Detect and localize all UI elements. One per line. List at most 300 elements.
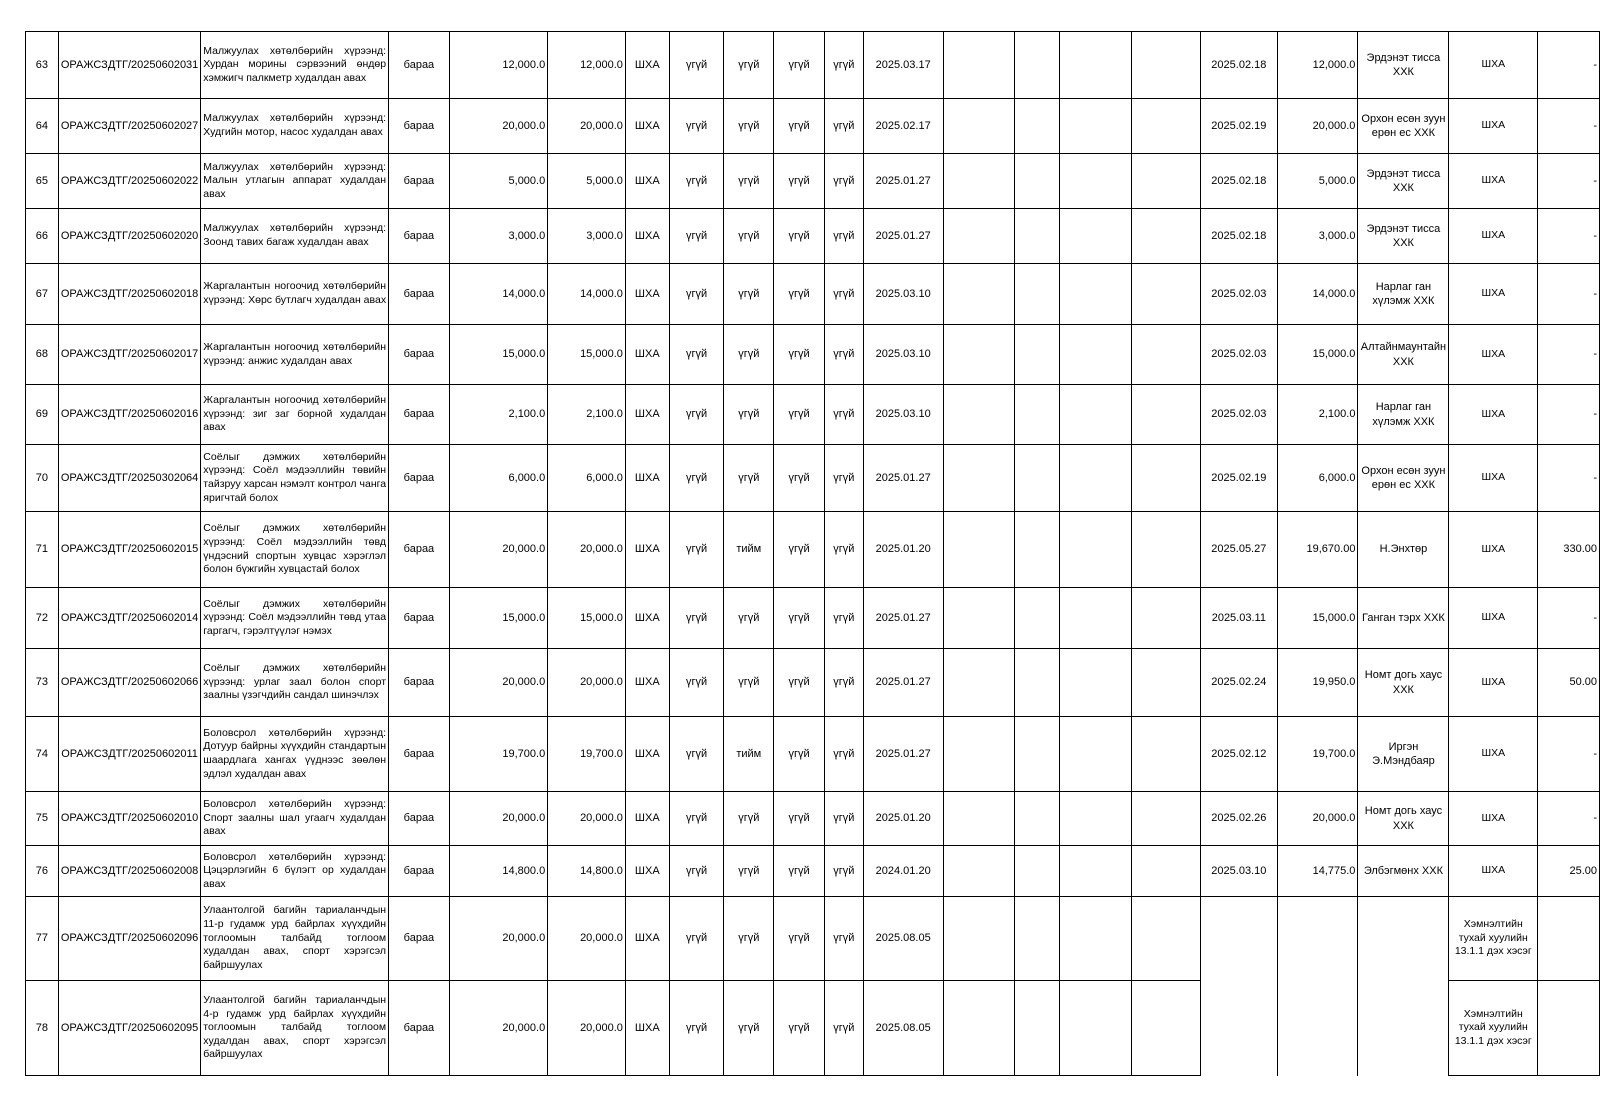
budget-amount: 5,000.0: [449, 154, 547, 209]
item-description: Малжуулах хөтөлбөрийн хүрээнд: Малын утлагын аппарат худалдан авах: [201, 154, 389, 209]
procurement-method: ШХА: [1449, 792, 1538, 846]
procurement-method: ШХА: [1449, 445, 1538, 512]
procurement-method: ШХА: [1449, 588, 1538, 649]
flag-3: үгүй: [774, 209, 825, 264]
item-type: бараа: [389, 209, 450, 264]
plan-date: 2025.08.05: [863, 897, 943, 981]
procurement-code: ОРАЖСЗДТГ/20250602027: [58, 99, 200, 154]
blank-cell: [943, 325, 1014, 385]
table-row: [26, 385, 1600, 445]
blank-cell: [1014, 209, 1060, 264]
procurement-code: ОРАЖСЗДТГ/20250602066: [58, 649, 200, 717]
row-number: 68: [26, 325, 59, 385]
supplier-name: Н.Энхтөр: [1358, 512, 1449, 588]
blank-cell: [1131, 99, 1200, 154]
item-description: Боловсрол хөтөлбөрийн хүрээнд: Цэцэрлэгийн 6 бүлэгт ор худалдан авах: [201, 846, 389, 897]
budget-amount: 14,000.0: [449, 264, 547, 325]
supplier-name: Орхон есөн зуун ерөн ес ХХК: [1358, 99, 1449, 154]
row-number: 76: [26, 846, 59, 897]
blank-cell: [1131, 588, 1200, 649]
table-row: [26, 264, 1600, 325]
estimated-amount: 3,000.0: [548, 209, 626, 264]
blank-cell: [1060, 588, 1131, 649]
flag-2: үгүй: [724, 209, 774, 264]
contract-date: 2025.02.26: [1200, 792, 1277, 846]
flag-2: үгүй: [724, 385, 774, 445]
supplier-name: Эрдэнэт тисса ХХК: [1358, 154, 1449, 209]
saving-amount: -: [1538, 717, 1600, 792]
flag-4: үгүй: [824, 897, 863, 981]
contract-date: 2025.02.03: [1200, 325, 1277, 385]
budget-amount: 2,100.0: [449, 385, 547, 445]
saving-amount: -: [1538, 154, 1600, 209]
plan-date: 2025.01.27: [863, 445, 943, 512]
flag-4: үгүй: [824, 264, 863, 325]
row-number: 74: [26, 717, 59, 792]
blank-cell: [943, 717, 1014, 792]
saving-amount: -: [1538, 209, 1600, 264]
budget-amount: 20,000.0: [449, 792, 547, 846]
estimated-amount: 14,800.0: [548, 846, 626, 897]
flag-2: тийм: [724, 512, 774, 588]
procurement-method: ШХА: [1449, 264, 1538, 325]
saving-amount: -: [1538, 385, 1600, 445]
flag-3: үгүй: [774, 649, 825, 717]
procurement-method: ШХА: [1449, 99, 1538, 154]
contract-date: 2025.02.12: [1200, 717, 1277, 792]
flag-3: үгүй: [774, 512, 825, 588]
contract-amount: 15,000.0: [1277, 588, 1358, 649]
flag-1: үгүй: [669, 792, 724, 846]
blank-cell: [1060, 512, 1131, 588]
flag-1: үгүй: [669, 846, 724, 897]
blank-cell: [1131, 846, 1200, 897]
contract-date: 2025.02.03: [1200, 264, 1277, 325]
procurement-code: ОРАЖСЗДТГ/20250602017: [58, 325, 200, 385]
supplier-name: Элбэгмөнх ХХК: [1358, 846, 1449, 897]
blank-cell: [1014, 588, 1060, 649]
flag-2: үгүй: [724, 99, 774, 154]
flag-2: үгүй: [724, 32, 774, 99]
flag-3: үгүй: [774, 325, 825, 385]
blank-cell: [1060, 792, 1131, 846]
flag-3: үгүй: [774, 846, 825, 897]
blank-cell: [1014, 32, 1060, 99]
funding-source: ШХА: [625, 717, 669, 792]
saving-amount: -: [1538, 325, 1600, 385]
row-number: 72: [26, 588, 59, 649]
contract-amount: [1277, 981, 1358, 1076]
blank-cell: [1131, 264, 1200, 325]
procurement-code: ОРАЖСЗДТГ/20250602095: [58, 981, 200, 1076]
blank-cell: [1131, 981, 1200, 1076]
saving-amount: -: [1538, 264, 1600, 325]
item-description: Соёлыг дэмжих хөтөлбөрийн хүрээнд: Соёл мэдээллийн төвийн тайзруу харсан нэмэлт контрол чанга яригчтай болох: [201, 445, 389, 512]
flag-1: үгүй: [669, 154, 724, 209]
contract-date: 2025.02.03: [1200, 385, 1277, 445]
funding-source: ШХА: [625, 99, 669, 154]
item-description: Улаантолгой багийн тариаланчдын 4-р гудамж урд байрлах хүүхдийн тоглоомын талбайд тоглоом худалдан авах, спорт хэрэгсэл байршуулах: [201, 981, 389, 1076]
flag-4: үгүй: [824, 846, 863, 897]
plan-date: 2025.03.17: [863, 32, 943, 99]
contract-amount: 14,000.0: [1277, 264, 1358, 325]
estimated-amount: 20,000.0: [548, 99, 626, 154]
blank-cell: [1014, 717, 1060, 792]
table-row: [26, 792, 1600, 846]
flag-2: үгүй: [724, 445, 774, 512]
contract-amount: [1277, 897, 1358, 981]
flag-3: үгүй: [774, 154, 825, 209]
flag-4: үгүй: [824, 792, 863, 846]
supplier-name: Иргэн Э.Мэндбаяр: [1358, 717, 1449, 792]
budget-amount: 6,000.0: [449, 445, 547, 512]
row-number: 70: [26, 445, 59, 512]
procurement-method: ШХА: [1449, 717, 1538, 792]
procurement-code: ОРАЖСЗДТГ/20250602022: [58, 154, 200, 209]
procurement-code: ОРАЖСЗДТГ/20250602015: [58, 512, 200, 588]
blank-cell: [1014, 512, 1060, 588]
plan-date: 2025.08.05: [863, 981, 943, 1076]
supplier-name: Алтайнмаунтайн ХХК: [1358, 325, 1449, 385]
saving-amount: 330.00: [1538, 512, 1600, 588]
item-description: Соёлыг дэмжих хөтөлбөрийн хүрээнд: Соёл мэдээллийн төвд утаа гаргагч, гэрэлтүүлэг нэмэх: [201, 588, 389, 649]
saving-amount: -: [1538, 588, 1600, 649]
saving-amount: -: [1538, 792, 1600, 846]
estimated-amount: 2,100.0: [548, 385, 626, 445]
item-description: Малжуулах хөтөлбөрийн хүрээнд: Худгийн мотор, насос худалдан авах: [201, 99, 389, 154]
budget-amount: 20,000.0: [449, 512, 547, 588]
procurement-method: ШХА: [1449, 32, 1538, 99]
blank-cell: [1131, 385, 1200, 445]
procurement-code: ОРАЖСЗДТГ/20250602018: [58, 264, 200, 325]
saving-amount: -: [1538, 445, 1600, 512]
blank-cell: [1060, 445, 1131, 512]
estimated-amount: 5,000.0: [548, 154, 626, 209]
table-row: [26, 717, 1600, 792]
blank-cell: [1060, 209, 1131, 264]
procurement-code: ОРАЖСЗДТГ/20250602096: [58, 897, 200, 981]
flag-2: үгүй: [724, 588, 774, 649]
item-type: бараа: [389, 897, 450, 981]
estimated-amount: 20,000.0: [548, 512, 626, 588]
flag-2: үгүй: [724, 325, 774, 385]
row-number: 73: [26, 649, 59, 717]
contract-amount: 19,700.0: [1277, 717, 1358, 792]
budget-amount: 14,800.0: [449, 846, 547, 897]
blank-cell: [1014, 897, 1060, 981]
estimated-amount: 14,000.0: [548, 264, 626, 325]
flag-1: үгүй: [669, 649, 724, 717]
flag-1: үгүй: [669, 385, 724, 445]
contract-date: [1200, 981, 1277, 1076]
budget-amount: 12,000.0: [449, 32, 547, 99]
flag-2: үгүй: [724, 792, 774, 846]
item-type: бараа: [389, 325, 450, 385]
blank-cell: [1014, 981, 1060, 1076]
contract-amount: 2,100.0: [1277, 385, 1358, 445]
blank-cell: [1060, 981, 1131, 1076]
contract-date: 2025.02.18: [1200, 154, 1277, 209]
blank-cell: [1014, 154, 1060, 209]
blank-cell: [1060, 99, 1131, 154]
blank-cell: [1131, 32, 1200, 99]
flag-2: үгүй: [724, 981, 774, 1076]
procurement-code: ОРАЖСЗДТГ/20250602016: [58, 385, 200, 445]
item-type: бараа: [389, 846, 450, 897]
saving-amount: [1538, 981, 1600, 1076]
blank-cell: [1060, 846, 1131, 897]
plan-date: 2025.03.10: [863, 264, 943, 325]
item-type: бараа: [389, 154, 450, 209]
contract-amount: 12,000.0: [1277, 32, 1358, 99]
blank-cell: [1060, 385, 1131, 445]
funding-source: ШХА: [625, 32, 669, 99]
contract-amount: 5,000.0: [1277, 154, 1358, 209]
contract-amount: 6,000.0: [1277, 445, 1358, 512]
flag-4: үгүй: [824, 325, 863, 385]
row-number: 67: [26, 264, 59, 325]
item-type: бараа: [389, 717, 450, 792]
plan-date: 2025.01.20: [863, 512, 943, 588]
flag-4: үгүй: [824, 717, 863, 792]
item-type: бараа: [389, 99, 450, 154]
budget-amount: 20,000.0: [449, 897, 547, 981]
plan-date: 2024.01.20: [863, 846, 943, 897]
contract-date: 2025.02.18: [1200, 209, 1277, 264]
item-type: бараа: [389, 981, 450, 1076]
blank-cell: [1014, 385, 1060, 445]
flag-2: тийм: [724, 717, 774, 792]
procurement-code: ОРАЖСЗДТГ/20250602020: [58, 209, 200, 264]
flag-2: үгүй: [724, 264, 774, 325]
item-description: Улаантолгой багийн тариаланчдын 11-р гудамж урд байрлах хүүхдийн тоглоомын талбайд тоглоом худалдан авах, спорт хэрэгсэл байршуулах: [201, 897, 389, 981]
contract-date: 2025.02.24: [1200, 649, 1277, 717]
blank-cell: [1014, 264, 1060, 325]
blank-cell: [1131, 209, 1200, 264]
contract-amount: 3,000.0: [1277, 209, 1358, 264]
row-number: 64: [26, 99, 59, 154]
contract-amount: 19,950.0: [1277, 649, 1358, 717]
funding-source: ШХА: [625, 588, 669, 649]
flag-4: үгүй: [824, 32, 863, 99]
flag-3: үгүй: [774, 99, 825, 154]
saving-amount: 25.00: [1538, 846, 1600, 897]
contract-date: 2025.03.11: [1200, 588, 1277, 649]
estimated-amount: 6,000.0: [548, 445, 626, 512]
item-type: бараа: [389, 512, 450, 588]
flag-1: үгүй: [669, 445, 724, 512]
procurement-method: ШХА: [1449, 649, 1538, 717]
item-description: Малжуулах хөтөлбөрийн хүрээнд: Зоонд тавих багаж худалдан авах: [201, 209, 389, 264]
blank-cell: [1060, 32, 1131, 99]
row-number: 77: [26, 897, 59, 981]
table-row: [26, 981, 1600, 1076]
saving-amount: -: [1538, 32, 1600, 99]
blank-cell: [943, 99, 1014, 154]
item-type: бараа: [389, 792, 450, 846]
blank-cell: [1014, 445, 1060, 512]
flag-3: үгүй: [774, 981, 825, 1076]
estimated-amount: 12,000.0: [548, 32, 626, 99]
flag-4: үгүй: [824, 209, 863, 264]
flag-3: үгүй: [774, 385, 825, 445]
item-type: бараа: [389, 649, 450, 717]
supplier-name: Орхон есөн зуун ерөн ес ХХК: [1358, 445, 1449, 512]
flag-1: үгүй: [669, 209, 724, 264]
row-number: 78: [26, 981, 59, 1076]
blank-cell: [1131, 154, 1200, 209]
flag-1: үгүй: [669, 264, 724, 325]
table-row: [26, 512, 1600, 588]
flag-4: үгүй: [824, 445, 863, 512]
budget-amount: 15,000.0: [449, 325, 547, 385]
funding-source: ШХА: [625, 154, 669, 209]
procurement-method: ШХА: [1449, 209, 1538, 264]
item-description: Боловсрол хөтөлбөрийн хүрээнд: Дотуур байрны хүүхдийн стандартын шаардлага хангах үүднээс зөөлөн эдлэл худалдан авах: [201, 717, 389, 792]
blank-cell: [943, 846, 1014, 897]
contract-date: [1200, 897, 1277, 981]
funding-source: ШХА: [625, 846, 669, 897]
flag-3: үгүй: [774, 264, 825, 325]
procurement-code: ОРАЖСЗДТГ/20250602014: [58, 588, 200, 649]
blank-cell: [943, 32, 1014, 99]
funding-source: ШХА: [625, 512, 669, 588]
procurement-code: ОРАЖСЗДТГ/20250602011: [58, 717, 200, 792]
flag-4: үгүй: [824, 649, 863, 717]
table-row: [26, 649, 1600, 717]
blank-cell: [1060, 717, 1131, 792]
blank-cell: [1014, 99, 1060, 154]
blank-cell: [1131, 897, 1200, 981]
plan-date: 2025.01.27: [863, 209, 943, 264]
table-row: [26, 209, 1600, 264]
blank-cell: [1060, 325, 1131, 385]
table-row: [26, 325, 1600, 385]
flag-2: үгүй: [724, 897, 774, 981]
procurement-code: ОРАЖСЗДТГ/20250602008: [58, 846, 200, 897]
contract-date: 2025.02.19: [1200, 99, 1277, 154]
funding-source: ШХА: [625, 981, 669, 1076]
item-description: Жаргалантын ногоочид хөтөлбөрийн хүрээнд: зиг заг борной худалдан авах: [201, 385, 389, 445]
blank-cell: [1014, 649, 1060, 717]
blank-cell: [943, 897, 1014, 981]
flag-1: үгүй: [669, 99, 724, 154]
procurement-method: Хэмнэлтийн тухай хуулийн 13.1.1 дэх хэсэг: [1449, 897, 1538, 981]
contract-amount: 20,000.0: [1277, 99, 1358, 154]
budget-amount: 20,000.0: [449, 981, 547, 1076]
flag-4: үгүй: [824, 981, 863, 1076]
plan-date: 2025.01.20: [863, 792, 943, 846]
blank-cell: [1131, 649, 1200, 717]
blank-cell: [943, 264, 1014, 325]
budget-amount: 20,000.0: [449, 99, 547, 154]
blank-cell: [943, 154, 1014, 209]
supplier-name: Эрдэнэт тисса ХХК: [1358, 32, 1449, 99]
plan-date: 2025.03.10: [863, 325, 943, 385]
saving-amount: [1538, 897, 1600, 981]
budget-amount: 3,000.0: [449, 209, 547, 264]
procurement-table: [25, 31, 1600, 1076]
table-row: [26, 846, 1600, 897]
blank-cell: [1131, 512, 1200, 588]
contract-amount: 14,775.0: [1277, 846, 1358, 897]
estimated-amount: 20,000.0: [548, 649, 626, 717]
blank-cell: [1131, 325, 1200, 385]
contract-date: 2025.02.18: [1200, 32, 1277, 99]
procurement-code: ОРАЖСЗДТГ/20250602010: [58, 792, 200, 846]
saving-amount: 50.00: [1538, 649, 1600, 717]
supplier-name: Номт догь хаус ХХК: [1358, 649, 1449, 717]
item-type: бараа: [389, 445, 450, 512]
contract-date: 2025.02.19: [1200, 445, 1277, 512]
blank-cell: [1014, 792, 1060, 846]
flag-3: үгүй: [774, 32, 825, 99]
contract-amount: 19,670.00: [1277, 512, 1358, 588]
supplier-name: Нарлаг ган хүлэмж ХХК: [1358, 385, 1449, 445]
flag-1: үгүй: [669, 588, 724, 649]
flag-2: үгүй: [724, 154, 774, 209]
row-number: 65: [26, 154, 59, 209]
estimated-amount: 15,000.0: [548, 588, 626, 649]
table-row: [26, 154, 1600, 209]
flag-1: үгүй: [669, 897, 724, 981]
procurement-method: Хэмнэлтийн тухай хуулийн 13.1.1 дэх хэсэг: [1449, 981, 1538, 1076]
contract-date: 2025.05.27: [1200, 512, 1277, 588]
supplier-name: Эрдэнэт тисса ХХК: [1358, 209, 1449, 264]
funding-source: ШХА: [625, 385, 669, 445]
item-type: бараа: [389, 264, 450, 325]
blank-cell: [1060, 154, 1131, 209]
table-row: [26, 99, 1600, 154]
blank-cell: [1131, 717, 1200, 792]
table-body: [26, 32, 1600, 1076]
row-number: 63: [26, 32, 59, 99]
blank-cell: [1131, 445, 1200, 512]
supplier-name: Номт догь хаус ХХК: [1358, 792, 1449, 846]
funding-source: ШХА: [625, 325, 669, 385]
estimated-amount: 20,000.0: [548, 981, 626, 1076]
flag-4: үгүй: [824, 385, 863, 445]
contract-amount: 15,000.0: [1277, 325, 1358, 385]
flag-3: үгүй: [774, 792, 825, 846]
contract-amount: 20,000.0: [1277, 792, 1358, 846]
row-number: 75: [26, 792, 59, 846]
supplier-name: Нарлаг ган хүлэмж ХХК: [1358, 264, 1449, 325]
blank-cell: [1014, 325, 1060, 385]
flag-3: үгүй: [774, 588, 825, 649]
plan-date: 2025.02.17: [863, 99, 943, 154]
flag-1: үгүй: [669, 32, 724, 99]
plan-date: 2025.01.27: [863, 588, 943, 649]
funding-source: ШХА: [625, 209, 669, 264]
blank-cell: [943, 792, 1014, 846]
flag-4: үгүй: [824, 512, 863, 588]
blank-cell: [943, 649, 1014, 717]
supplier-name: [1358, 897, 1449, 981]
blank-cell: [1060, 264, 1131, 325]
plan-date: 2025.03.10: [863, 385, 943, 445]
procurement-code: ОРАЖСЗДТГ/20250602031: [58, 32, 200, 99]
procurement-method: ШХА: [1449, 325, 1538, 385]
item-description: Жаргалантын ногоочид хөтөлбөрийн хүрээнд: Хөрс бутлагч худалдан авах: [201, 264, 389, 325]
blank-cell: [1014, 846, 1060, 897]
funding-source: ШХА: [625, 264, 669, 325]
blank-cell: [943, 385, 1014, 445]
flag-3: үгүй: [774, 897, 825, 981]
budget-amount: 19,700.0: [449, 717, 547, 792]
blank-cell: [943, 209, 1014, 264]
budget-amount: 20,000.0: [449, 649, 547, 717]
